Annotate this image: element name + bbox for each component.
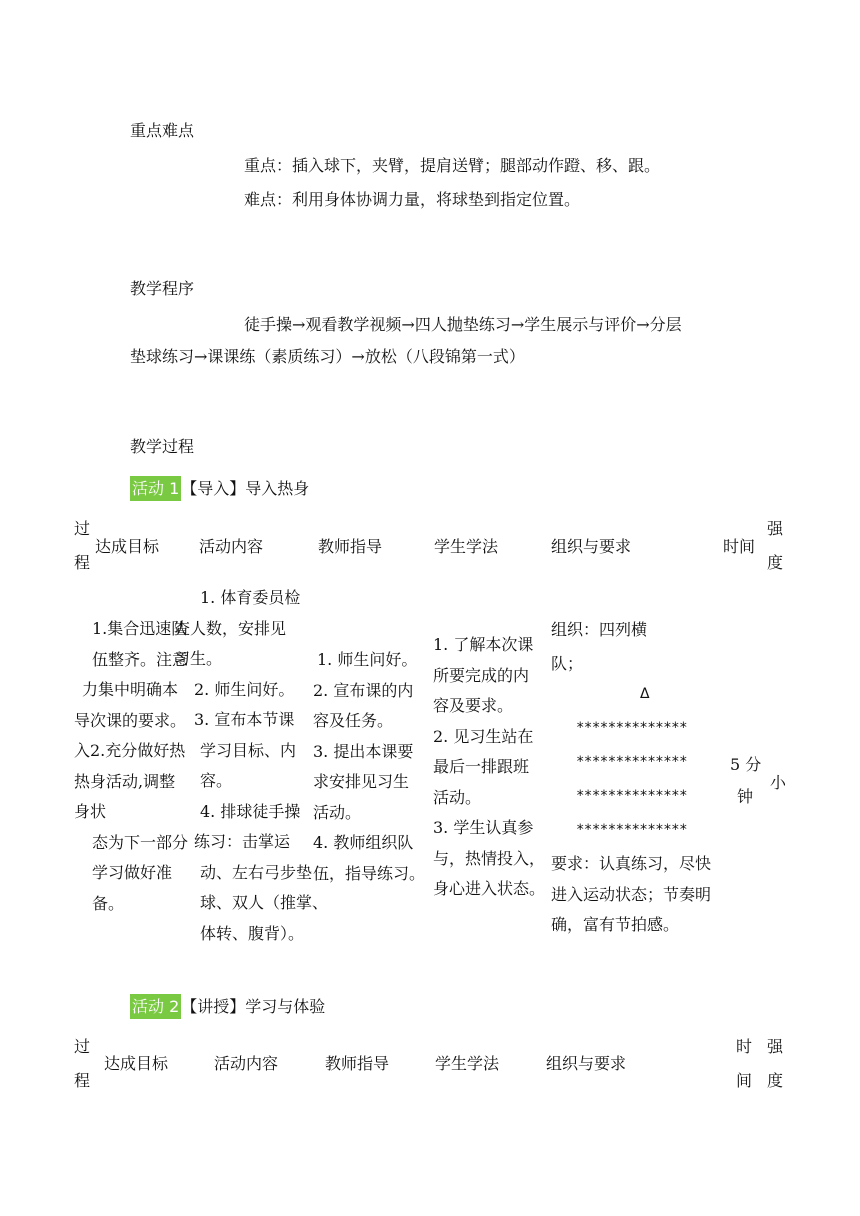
org-requirements <box>551 849 711 941</box>
header-time-bottom: 间 <box>736 1071 753 1090</box>
org-req-line: 确，富有节拍感。 <box>551 915 680 934</box>
procedure-line-2: 垫球练习→课课练（素质练习）→放松（八段锦第一式） <box>130 347 525 366</box>
header-content: 活动内容 <box>199 537 264 556</box>
org-line-2: 队； <box>551 654 584 673</box>
org-line-1: 组织：四列横 <box>551 620 648 639</box>
content-line: 练习：击掌运 <box>194 832 291 851</box>
goal-line: 态为下一部分 <box>92 832 189 852</box>
content-line: 3. 宣布本节课 <box>194 710 295 729</box>
goal-line: 热身活动,调整 <box>74 771 176 791</box>
section-title-procedure: 教学程序 <box>130 279 195 298</box>
goal-line: 备。 <box>92 893 125 913</box>
teacher-line: 2. 宣布课的内 <box>313 680 414 700</box>
time-value-top: 5 分 <box>730 755 762 774</box>
header-teacher: 教师指导 <box>325 1054 390 1073</box>
student-line: 3. 学生认真参 <box>433 818 534 837</box>
header-intensity-top: 强 <box>767 519 784 538</box>
header-process-bottom: 程 <box>74 553 91 572</box>
header-content: 活动内容 <box>214 1054 279 1073</box>
org-req-line: 进入运动状态；节奏明 <box>551 884 712 904</box>
goal-line: 学习做好准 <box>92 863 173 882</box>
content-cell <box>174 583 329 949</box>
header-time-top: 时 <box>736 1037 753 1056</box>
student-line: 身心进入状态。 <box>433 879 546 898</box>
header-org: 组织与要求 <box>551 537 632 556</box>
content-line: 1. 体育委员检 <box>200 588 301 607</box>
formation-row: ************** <box>576 822 688 838</box>
goal-line: 力集中明确本 <box>82 680 179 699</box>
goal-line: 入2.充分做好热 <box>74 741 186 760</box>
content-line: 查人数，安排见 <box>174 618 287 638</box>
activity-1-tag: 活动 1 <box>130 476 181 501</box>
content-line: 体转、腹背）。 <box>200 923 305 943</box>
content-line: 动、左右弓步垫 <box>200 862 313 882</box>
org-req-line: 要求：认真练习，尽快 <box>551 854 712 873</box>
teacher-line: 伍，指导练习。 <box>313 863 426 883</box>
teacher-line: 容及任务。 <box>313 711 394 730</box>
procedure-line-1: 徒手操→观看教学视频→四人抛垫练习→学生展示与评价→分层 <box>244 315 682 334</box>
student-line: 1. 了解本次课 <box>433 635 534 654</box>
goal-cell <box>74 614 188 919</box>
content-line: 容。 <box>200 771 233 790</box>
activity-2-title: 【讲授】学习与体验 <box>181 997 326 1016</box>
teacher-cell <box>313 645 425 889</box>
student-line: 活动。 <box>433 787 482 807</box>
header-intensity-bottom: 度 <box>767 553 784 572</box>
header-process-top: 过 <box>74 519 91 538</box>
goal-line: 导次课的要求。 <box>74 710 187 730</box>
content-line: 习生。 <box>174 649 223 668</box>
content-line: 球、双人（推掌、 <box>200 893 329 912</box>
content-line: 学习目标、内 <box>200 740 297 760</box>
student-line: 容及要求。 <box>433 696 514 715</box>
header-student: 学生学法 <box>435 1054 500 1073</box>
intensity-value: 小 <box>770 773 787 792</box>
teacher-line: 1. 师生问好。 <box>317 650 418 669</box>
activity-2-heading <box>130 994 325 1017</box>
teacher-position-marker: Δ <box>640 686 650 702</box>
header-student: 学生学法 <box>434 537 499 556</box>
header-org: 组织与要求 <box>546 1054 627 1073</box>
goal-line: 伍整齐。注意 <box>92 649 189 669</box>
teacher-line: 3. 提出本课要 <box>313 741 414 761</box>
goal-line: 身状 <box>74 802 107 821</box>
activity-1-heading <box>130 476 309 499</box>
activity-1-title: 【导入】导入热身 <box>181 479 310 498</box>
formation-row: ************** <box>576 788 688 804</box>
content-line: 2. 师生问好。 <box>194 679 295 699</box>
key-point-difficulty: 难点：利用身体协调力量，将球垫到指定位置。 <box>244 190 581 209</box>
teacher-line: 活动。 <box>313 802 362 822</box>
header-goal: 达成目标 <box>95 537 160 556</box>
section-title-key-points: 重点难点 <box>130 121 195 140</box>
header-teacher: 教师指导 <box>318 537 383 556</box>
teacher-line: 4. 教师组织队 <box>313 833 414 852</box>
student-cell <box>433 630 545 905</box>
formation-row: ************** <box>576 720 688 736</box>
key-point-focus: 重点：插入球下，夹臂，提肩送臂；腿部动作蹬、移、跟。 <box>244 156 661 175</box>
student-line: 2. 见习生站在 <box>433 726 534 746</box>
student-line: 与，热情投入， <box>433 848 546 868</box>
header-intensity-top: 强 <box>767 1037 784 1056</box>
header-intensity-bottom: 度 <box>767 1071 784 1090</box>
formation-row: ************** <box>576 754 688 770</box>
header-time: 时间 <box>723 537 756 556</box>
content-line: 4. 排球徒手操 <box>200 801 301 821</box>
teacher-line: 求安排见习生 <box>313 772 410 791</box>
activity-2-tag: 活动 2 <box>130 994 181 1019</box>
student-line: 所要完成的内 <box>433 665 530 685</box>
student-line: 最后一排跟班 <box>433 757 530 776</box>
section-title-process: 教学过程 <box>130 437 195 456</box>
header-process-bottom: 程 <box>74 1071 91 1090</box>
time-value-bottom: 钟 <box>737 787 754 806</box>
header-goal: 达成目标 <box>104 1054 169 1073</box>
goal-line: 1.集合迅速队 <box>92 619 188 638</box>
header-process-top: 过 <box>74 1037 91 1056</box>
